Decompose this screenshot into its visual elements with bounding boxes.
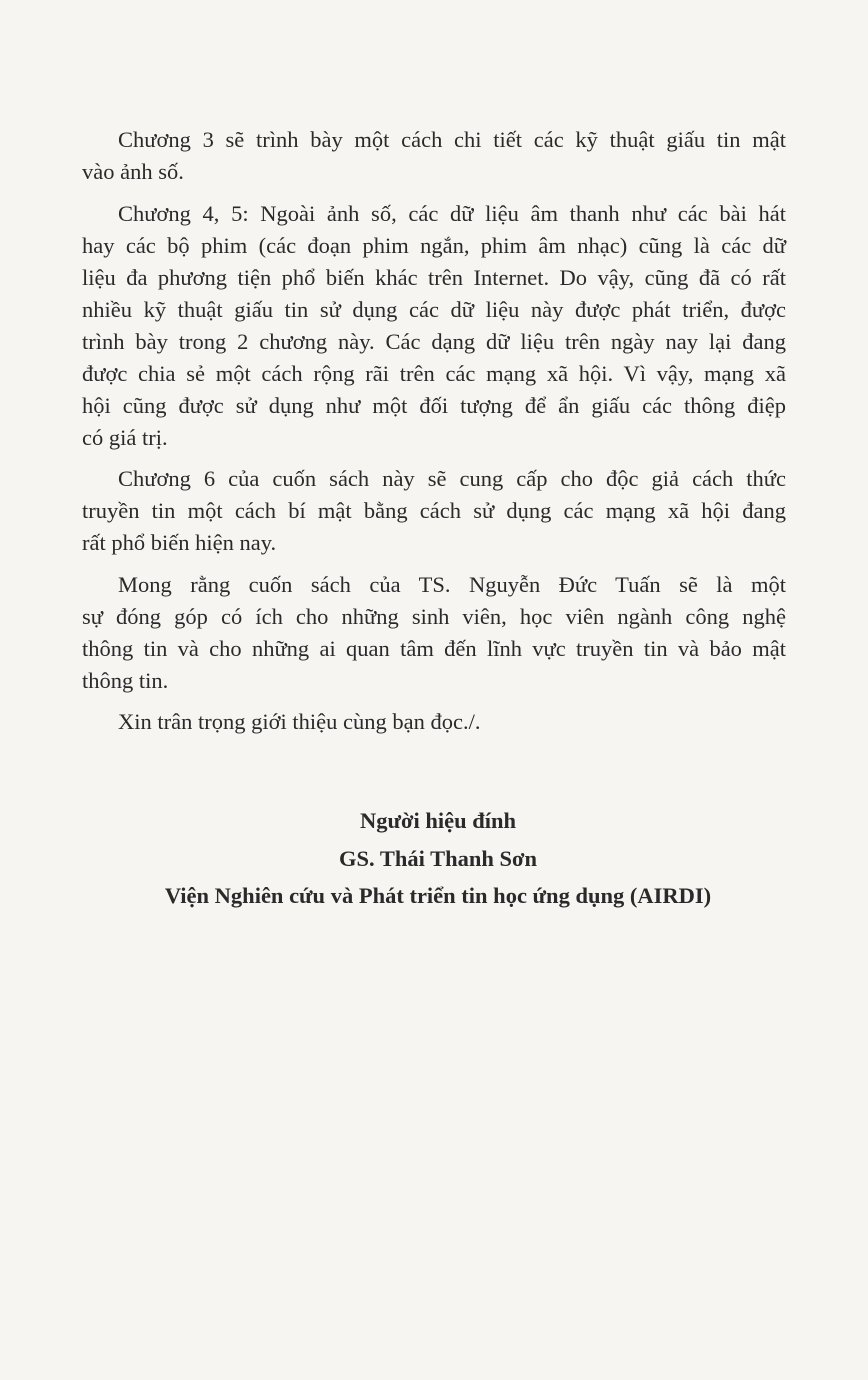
paragraph <box>82 706 786 738</box>
text-line: nhiều kỹ thuật giấu tin sử dụng các dữ liệu này được phát triển, được <box>82 296 786 322</box>
paragraph <box>82 124 786 188</box>
text-line: thông tin và cho những ai quan tâm đến lĩnh vực truyền tin và bảo mật <box>82 635 786 661</box>
text-line: Xin trân trọng giới thiệu cùng bạn đọc./. <box>118 709 481 734</box>
text-line: Chương 4, 5: Ngoài ảnh số, các dữ liệu âm thanh như các bài hát <box>118 200 786 226</box>
text-line: Mong rằng cuốn sách của TS. Nguyễn Đức Tuấn sẽ là một <box>118 571 786 597</box>
text-line: rất phổ biến hiện nay. <box>82 530 277 555</box>
text-line: hay các bộ phim (các đoạn phim ngắn, phim âm nhạc) cũng là các dữ <box>82 232 786 258</box>
paragraph <box>82 569 786 697</box>
text-line: có giá trị. <box>82 424 168 450</box>
paragraph <box>82 463 786 559</box>
text-line: liệu đa phương tiện phổ biến khác trên Internet. Do vậy, cũng đã có rất <box>82 264 786 290</box>
text-line: Chương 3 sẽ trình bày một cách chi tiết các kỹ thuật giấu tin mật <box>118 127 786 152</box>
paragraph <box>82 198 786 454</box>
text-line: sự đóng góp có ích cho những sinh viên, học viên ngành công nghệ <box>82 603 786 629</box>
signature-name: GS. Thái Thanh Sơn <box>338 846 537 871</box>
body-text <box>82 124 786 748</box>
text-line: vào ảnh số. <box>82 159 184 184</box>
text-line: được chia sẻ một cách rộng rãi trên các mạng xã hội. Vì vậy, mạng xã <box>82 360 786 386</box>
signature-role: Người hiệu đính <box>359 808 517 833</box>
text-line: Chương 6 của cuốn sách này sẽ cung cấp cho độc giả cách thức <box>118 466 786 491</box>
text-line: trình bày trong 2 chương này. Các dạng dữ liệu trên ngày nay lại đang <box>82 328 786 354</box>
text-line: thông tin. <box>82 667 169 693</box>
signature-organization: Viện Nghiên cứu và Phát triển tin học ứng dụng (AIRDI) <box>164 883 712 908</box>
text-line: truyền tin một cách bí mật bằng cách sử dụng các mạng xã hội đang <box>82 498 786 523</box>
text-line: hội cũng được sử dụng như một đối tượng để ẩn giấu các thông điệp <box>82 392 786 418</box>
